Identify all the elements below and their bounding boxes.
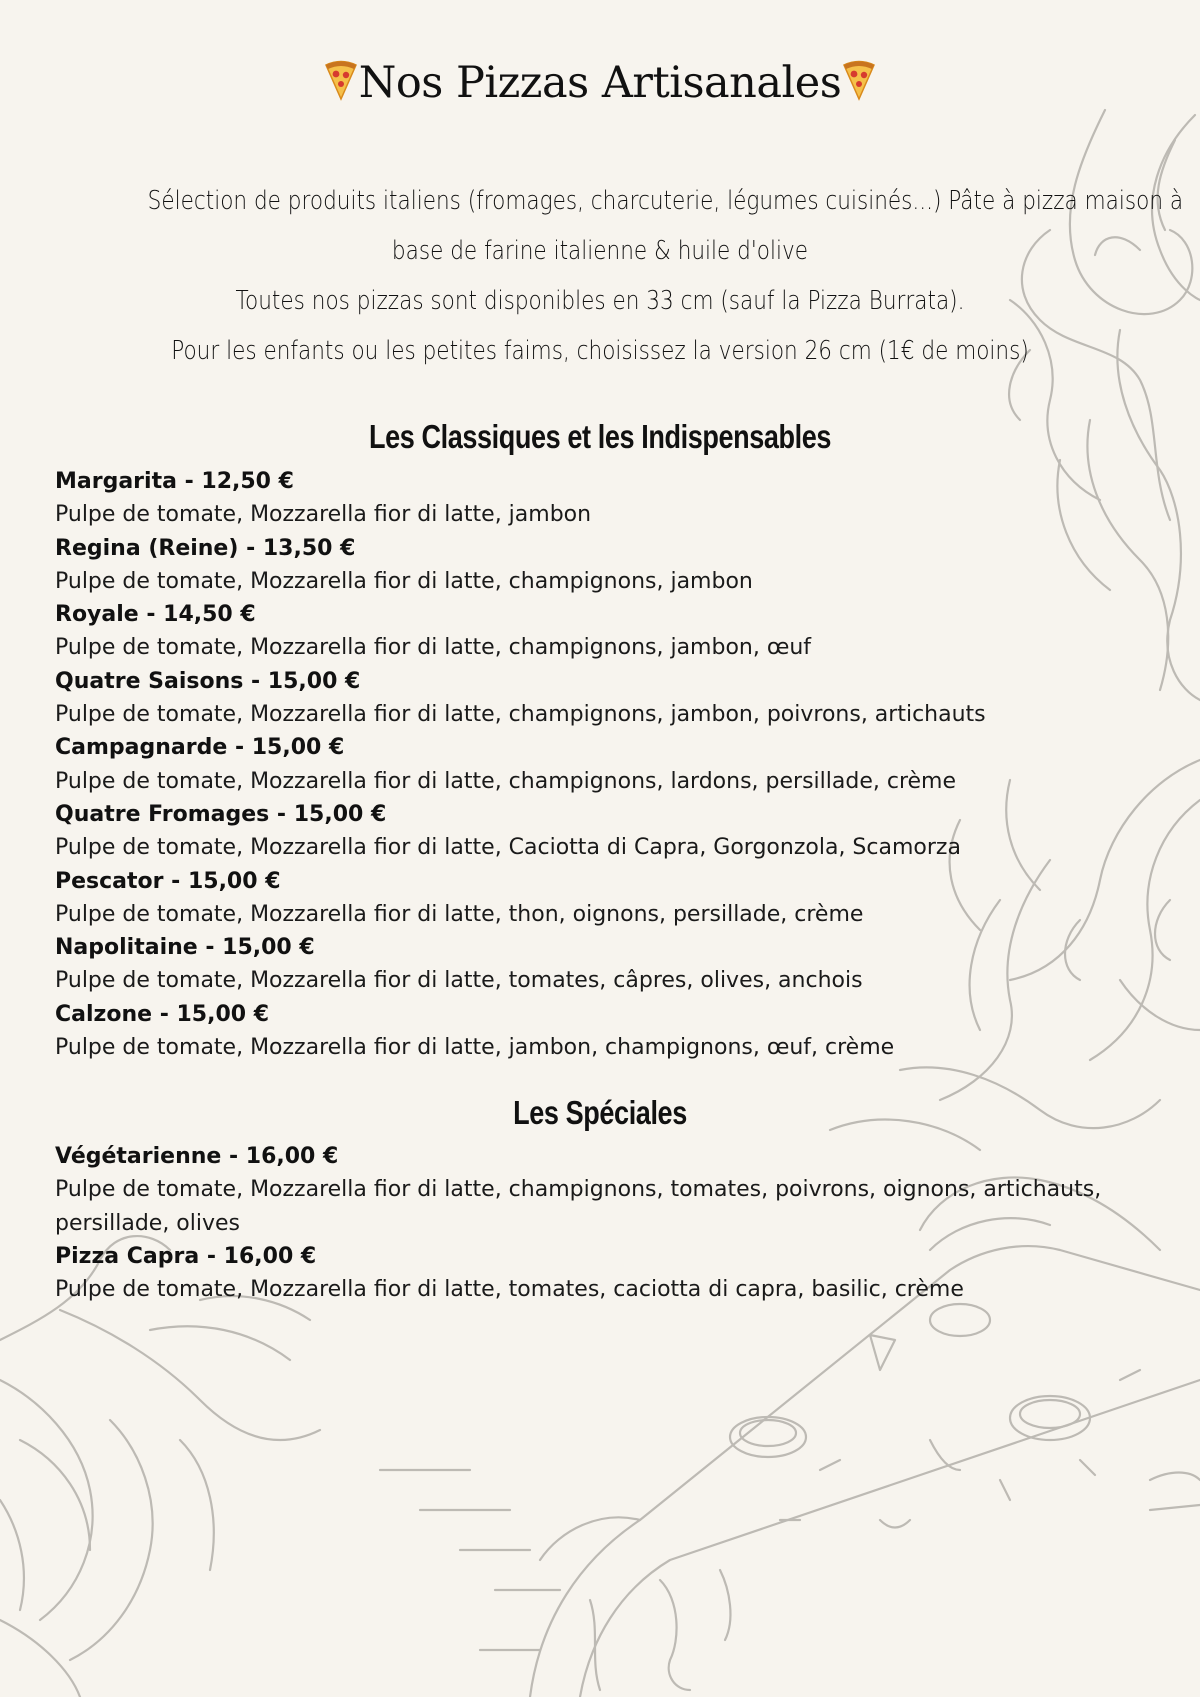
menu-item (55, 598, 1145, 665)
menu-item-description: Pulpe de tomate, Mozzarella fior di latte, champignons, lardons, persillade, crème (55, 768, 957, 794)
section-heading-speciales: Les Spéciales (513, 1094, 687, 1131)
menu-list-classiques (55, 465, 1145, 1064)
menu-item-description: Pulpe de tomate, Mozzarella fior di latte, champignons, jambon (55, 568, 753, 594)
menu-item (55, 1240, 1145, 1307)
menu-item-name: Pescator - 15,00 € (55, 868, 281, 894)
menu-item-description: Pulpe de tomate, Mozzarella fior di latte, champignons, jambon, œuf (55, 635, 812, 661)
intro-line: base de farine italienne & huile d'olive (391, 236, 809, 266)
intro-line: Sélection de produits italiens (fromages, charcuterie, légumes cuisinés...) Pâte à pizza maison à (147, 186, 1184, 216)
menu-item (55, 465, 1145, 532)
menu-item (55, 665, 1145, 732)
menu-item (55, 532, 1145, 599)
menu-item (55, 998, 1145, 1065)
intro-line: Toutes nos pizzas sont disponibles en 33 cm (sauf la Pizza Burrata). (235, 286, 965, 316)
pizza-slice-icon (323, 59, 359, 101)
menu-item (55, 731, 1145, 798)
menu-item-description: Pulpe de tomate, Mozzarella fior di latte, tomates, caciotta di capra, basilic, crème (55, 1277, 964, 1303)
menu-item-name: Campagnarde - 15,00 € (55, 735, 345, 761)
intro-line: Pour les enfants ou les petites faims, choisissez la version 26 cm (1€ de moins) (171, 336, 1029, 366)
menu-item-name: Napolitaine - 15,00 € (55, 935, 315, 961)
menu-list-speciales (55, 1140, 1145, 1306)
menu-item-description: Pulpe de tomate, Mozzarella fior di latte, Caciotta di Capra, Gorgonzola, Scamorza (55, 835, 961, 861)
menu-item (55, 931, 1145, 998)
menu-item (55, 798, 1145, 865)
menu-item-description: Pulpe de tomate, Mozzarella fior di latte, thon, oignons, persillade, crème (55, 901, 864, 927)
page-title: Nos Pizzas Artisanales (358, 58, 842, 108)
menu-item-name: Calzone - 15,00 € (55, 1001, 270, 1027)
pizza-slice-icon (841, 59, 877, 101)
menu-item-name: Royale - 14,50 € (55, 602, 256, 628)
menu-item-description: Pulpe de tomate, Mozzarella fior di latte, tomates, câpres, olives, anchois (55, 968, 863, 994)
menu-item-description: Pulpe de tomate, Mozzarella fior di latte, jambon (55, 502, 592, 528)
page-title-row (55, 58, 1145, 108)
menu-item-description: Pulpe de tomate, Mozzarella fior di latte, jambon, champignons, œuf, crème (55, 1035, 895, 1061)
menu-item-description: Pulpe de tomate, Mozzarella fior di latte, champignons, tomates, poivrons, oignons, artichauts, persillade, olives (55, 1177, 1102, 1236)
section-heading-classiques: Les Classiques et les Indispensables (368, 418, 831, 455)
menu-item (55, 865, 1145, 932)
menu-item-name: Margarita - 12,50 € (55, 469, 294, 494)
menu-item-name: Regina (Reine) - 13,50 € (55, 535, 356, 561)
menu-item-name: Pizza Capra - 16,00 € (55, 1243, 317, 1269)
menu-item (55, 1140, 1145, 1240)
menu-item-description: Pulpe de tomate, Mozzarella fior di latte, champignons, jambon, poivrons, artichauts (55, 702, 986, 728)
intro-text (147, 176, 1184, 376)
menu-item-name: Quatre Fromages - 15,00 € (55, 801, 387, 827)
menu-item-name: Quatre Saisons - 15,00 € (55, 668, 361, 694)
menu-item-name: Végétarienne - 16,00 € (55, 1144, 339, 1169)
